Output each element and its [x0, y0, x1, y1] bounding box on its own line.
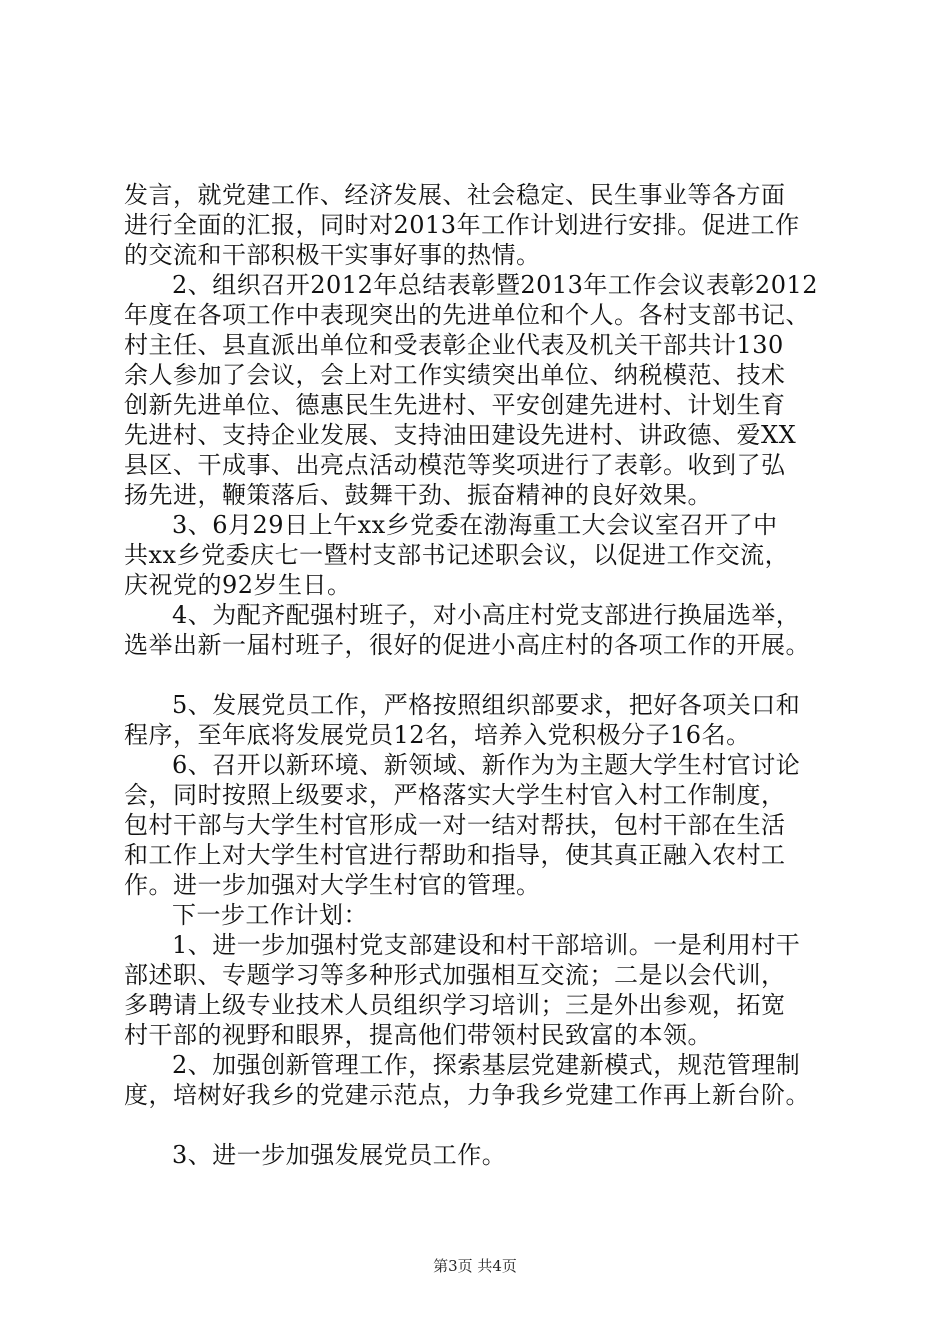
text-line: 发言，就党建工作、经济发展、社会稳定、民生事业等各方面 — [124, 181, 786, 209]
text-line: 和工作上对大学生村官进行帮助和指导，使其真正融入农村工 — [124, 841, 786, 869]
paragraph-start-line: 3、6月29日上午xx乡党委在渤海重工大会议室召开了中 — [172, 511, 778, 539]
paragraph-start-line: 4、为配齐配强村班子，对小高庄村党支部进行换届选举， — [172, 601, 801, 629]
text-line: 选举出新一届村班子，很好的促进小高庄村的各项工作的开展。 — [124, 631, 810, 659]
text-line: 共xx乡党委庆七一暨村支部书记述职会议，以促进工作交流， — [124, 541, 790, 569]
text-line: 余人参加了会议，会上对工作实绩突出单位、纳税模范、技术 — [124, 361, 786, 389]
text-line: 进行全面的汇报，同时对2013年工作计划进行安排。促进工作 — [124, 211, 800, 239]
paragraph-start-line: 2、组织召开2012年总结表彰暨2013年工作会议表彰2012 — [172, 271, 819, 299]
text-line: 程序，至年底将发展党员12名，培养入党积极分子16名。 — [124, 721, 751, 749]
text-line: 作。进一步加强对大学生村官的管理。 — [124, 871, 541, 899]
page-footer: 第3页 共4页 — [433, 1257, 517, 1275]
text-line: 年度在各项工作中表现突出的先进单位和个人。各村支部书记、 — [124, 301, 810, 329]
text-line: 扬先进，鞭策落后、鼓舞干劲、振奋精神的良好效果。 — [124, 481, 712, 509]
text-line: 部述职、专题学习等多种形式加强相互交流；二是以会代训， — [124, 961, 786, 989]
section-heading: 下一步工作计划： — [172, 901, 368, 929]
text-line: 创新先进单位、德惠民生先进村、平安创建先进村、计划生育 — [124, 391, 786, 419]
text-line: 村主任、县直派出单位和受表彰企业代表及机关干部共计130 — [124, 331, 784, 359]
text-line: 村干部的视野和眼界，提高他们带领村民致富的本领。 — [124, 1021, 712, 1049]
paragraph-start-line: 1、进一步加强村党支部建设和村干部培训。一是利用村干 — [172, 931, 801, 959]
paragraph-start-line: 3、进一步加强发展党员工作。 — [172, 1141, 507, 1169]
text-line: 多聘请上级专业技术人员组织学习培训；三是外出参观，拓宽 — [124, 991, 786, 1019]
text-line: 的交流和干部积极干实事好事的热情。 — [124, 241, 541, 269]
paragraph-start-line: 6、召开以新环境、新领域、新作为为主题大学生村官讨论 — [172, 751, 801, 779]
paragraph-start-line: 5、发展党员工作，严格按照组织部要求，把好各项关口和 — [172, 691, 801, 719]
text-line: 先进村、支持企业发展、支持油田建设先进村、讲政德、爱XX — [124, 421, 797, 449]
text-line: 包村干部与大学生村官形成一对一结对帮扶，包村干部在生活 — [124, 811, 786, 839]
text-line: 县区、干成事、出亮点活动模范等奖项进行了表彰。收到了弘 — [124, 451, 786, 479]
text-line: 会，同时按照上级要求，严格落实大学生村官入村工作制度， — [124, 781, 786, 809]
paragraph-start-line: 2、加强创新管理工作，探索基层党建新模式，规范管理制 — [172, 1051, 801, 1079]
text-line: 度，培树好我乡的党建示范点，力争我乡党建工作再上新台阶。 — [124, 1081, 810, 1109]
text-line: 庆祝党的92岁生日。 — [124, 571, 352, 599]
